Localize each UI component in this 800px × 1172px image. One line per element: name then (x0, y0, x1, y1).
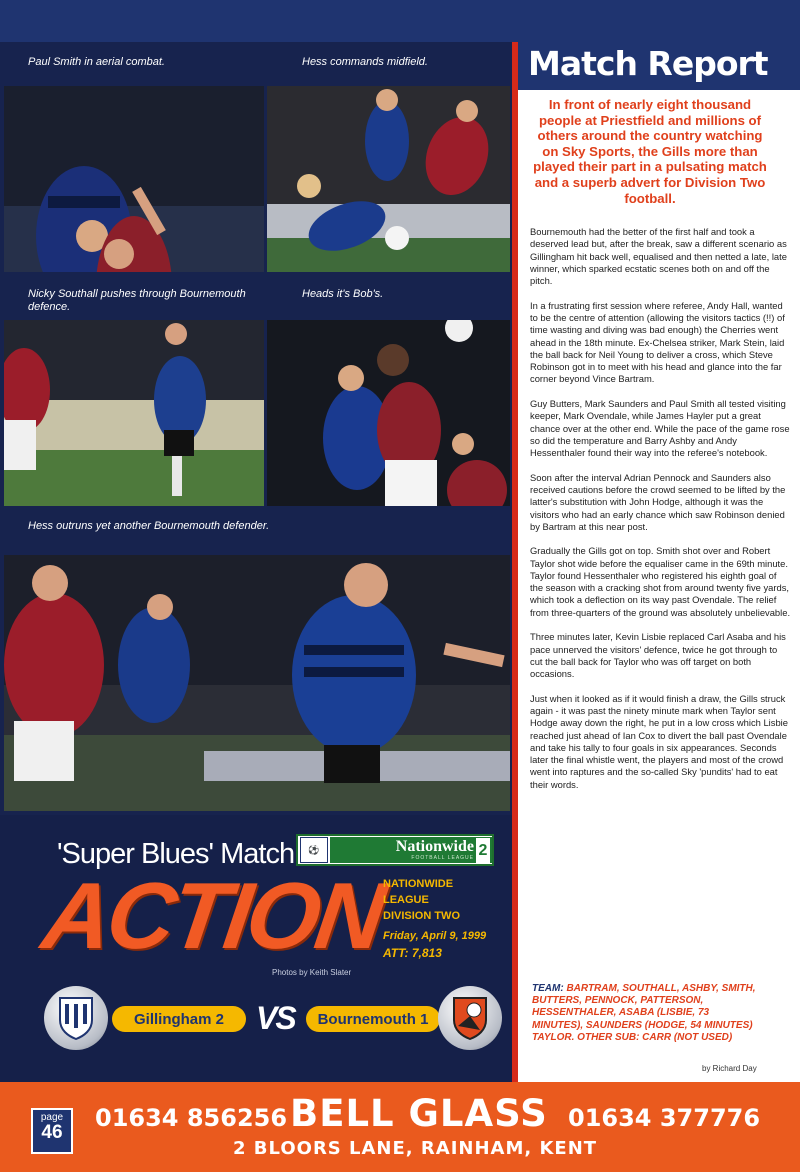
caption-photo-3: Nicky Southall pushes through Bournemouth defence. (28, 288, 246, 313)
bournemouth-crest-icon (438, 986, 502, 1050)
league-line-3: DIVISION TWO (383, 910, 460, 922)
caption-photo-5: Hess outruns yet another Bournemouth defender. (28, 520, 270, 532)
team-label: TEAM: (532, 983, 564, 994)
away-score: Bournemouth 1 (306, 1006, 440, 1032)
team-list: BARTRAM, SOUTHALL, ASHBY, SMITH, BUTTERS, PENNOCK, PATTERSON, HESSENTHALER, ASABA (LISBIE, 73 MINUTES), SAUNDERS (HODGE, 54 MINUTES) TAYLOR. OTHER SUB: CARR (NOT USED) (532, 983, 756, 1043)
byline: by Richard Day (702, 1064, 757, 1073)
report-paragraph: Gradually the Gills got on top. Smith shot over and Robert Taylor shot wide before the equaliser came in the 69th minute. Taylor found Hessenthaler who registered his eighth goal of the season with a cracking shot from around twenty five yards, which took a deflection on its way past Ovendale. The relief from three-quarters of the ground was absolutely unbelievable. (530, 545, 791, 618)
team-lineup (532, 983, 762, 1044)
division-number: 2 (476, 838, 490, 864)
photo-credit: Photos by Keith Slater (272, 968, 352, 977)
caption-photo-1: Paul Smith in aerial combat. (28, 56, 165, 68)
photo-aerial-combat (4, 86, 264, 272)
match-date: Friday, April 9, 1999 (383, 930, 487, 942)
ad-phone-1: 01634 856256 (95, 1104, 288, 1132)
league-line-2: LEAGUE (383, 894, 429, 906)
page-number: 46 (41, 1122, 63, 1143)
page-word: page (40, 1112, 64, 1123)
report-paragraph: Just when it looked as if it would finish a draw, the Gills struck again - it was past the ninety minute mark when Taylor sent Hodge away down the right, he put in a low cross which Lisbie reached just ahead of Ian Cox to divert the ball past Ovendale and take his tally to four goals in six appearances. Seconds later the final whistle went, the players and most of the crowd went into raptures and the so-called Sky 'pundits' had to eat their words. (530, 692, 788, 790)
report-body (530, 226, 792, 803)
nationwide-banner (330, 837, 492, 863)
football-league-text: FOOTBALL LEAGUE (411, 855, 474, 861)
report-paragraph: In a frustrating first session where referee, Andy Hall, wanted to be the centre of attention (allowing the visitors tactics (!!) of time wasting and diving was bad enough) the Cherries went ahead in the 18th minute. Ex-Chelsea striker, Mark Stein, laid the ball back for Neil Young to deliver a cross, which Steve Robinson got in to meet with his head and glance into the far corner beyond Vince Bartram. (530, 299, 785, 385)
red-divider (512, 42, 518, 1082)
ad-phone-2: 01634 377776 (568, 1104, 761, 1132)
nationwide-text: Nationwide (395, 838, 474, 855)
report-title: Match Report (528, 44, 768, 83)
report-paragraph: Bournemouth had the better of the first half and took a deserved lead but, after the break, saw a different scenario as Gillingham hit back well, equalised and then netted a late, late winner, which sparked ecstatic scenes both on and off the pitch. (530, 226, 787, 287)
gillingham-crest-icon (44, 986, 108, 1050)
report-intro: In front of nearly eight thousand people at Priestfield and millions of others around the country watching on Sky Sports, the Gills more than played their part in a pulsating match and a superb advert for Division Two football. (533, 97, 767, 206)
ad-brand: BELL GLASS (290, 1092, 548, 1135)
report-paragraph: Three minutes later, Kevin Lisbie replaced Carl Asaba and his pace unnerved the visitors' defence, twice he got through to cut the ball back for Taylor who was off target on both occasions. (530, 631, 786, 680)
league-line-1: NATIONWIDE (383, 878, 454, 890)
caption-photo-4: Heads it's Bob's. (302, 288, 384, 300)
photo-heads-it (267, 320, 510, 506)
photo-southall (4, 320, 264, 506)
caption-photo-2: Hess commands midfield. (302, 56, 428, 68)
top-band (0, 0, 800, 42)
super-blues-heading: 'Super Blues' Match (57, 838, 295, 870)
photo-midfield (267, 86, 510, 272)
ad-address: 2 BLOORS LANE, RAINHAM, KENT (233, 1138, 598, 1159)
action-heading: ACTION (36, 863, 388, 968)
page-number-badge (31, 1108, 73, 1154)
photo-hess-outruns (4, 555, 510, 811)
versus-label: VS (256, 1000, 295, 1036)
attendance: ATT: 7,813 (383, 946, 442, 960)
home-score: Gillingham 2 (112, 1006, 246, 1032)
report-paragraph: Soon after the interval Adrian Pennock and Saunders also received cautions before the crowd seemed to be lifted by the latter's substitution with John Hodge, although it was the visitors who had an early chance which saw Robinson denied by Bartram at this near post. (530, 471, 786, 532)
report-paragraph: Guy Butters, Mark Saunders and Paul Smith all tested visiting keeper, Mark Ovendale, while James Hayler put a great chance over at the other end. While the pace of the game rose so did the temperature and Barry Ashby and Andy Hessenthaler found their way into the referee's notebook. (530, 397, 790, 459)
club-badge-icon: ⚽ (300, 837, 328, 863)
